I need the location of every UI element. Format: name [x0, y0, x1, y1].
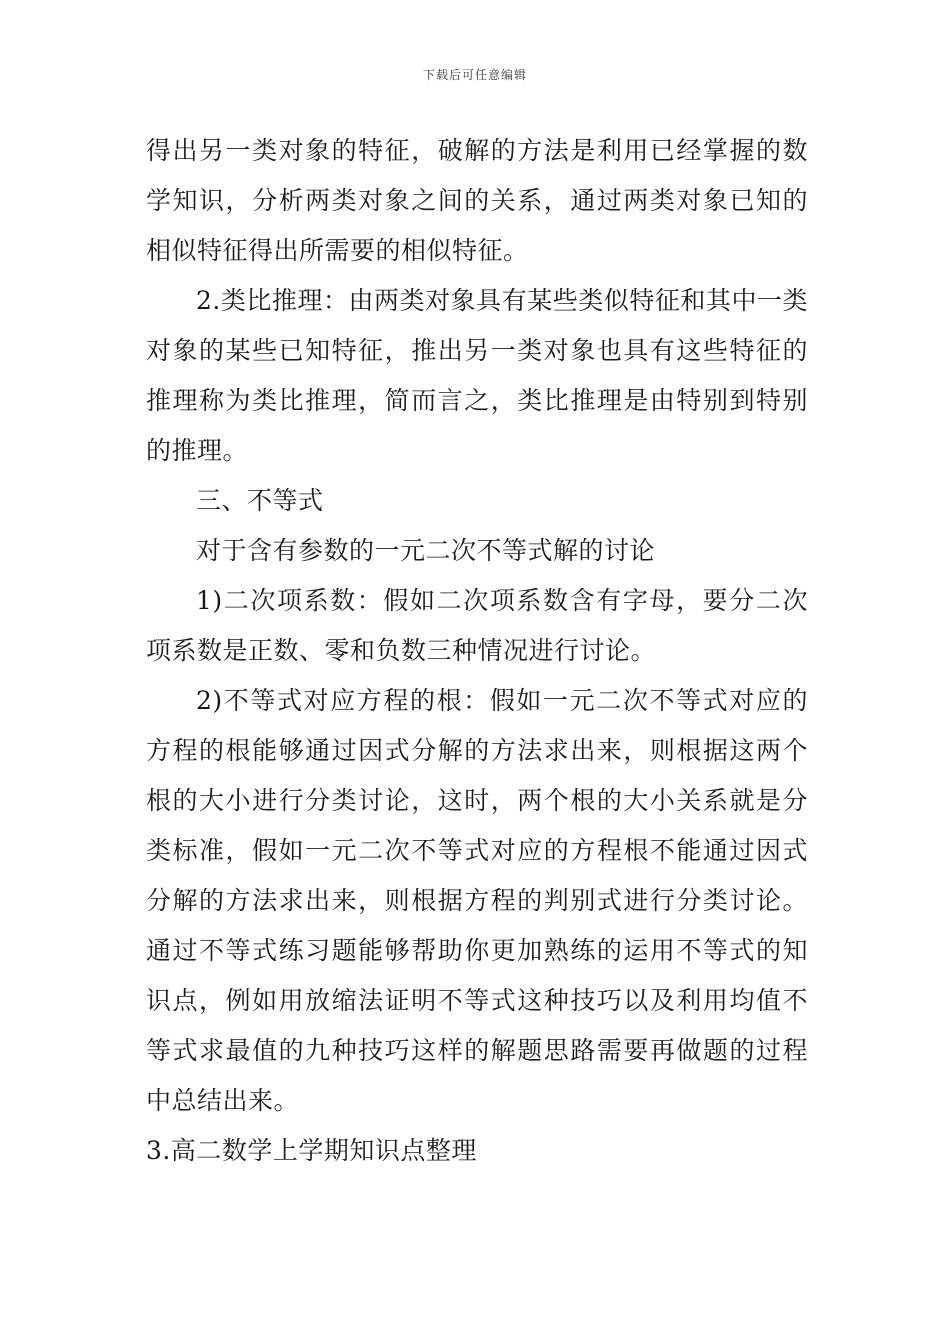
paragraph: 2)不等式对应方程的根：假如一元二次不等式对应的方程的根能够通过因式分解的方法求出来，则根据这两个根的大小进行分类讨论，这时，两个根的大小关系就是分类标准，假如一元二次不等式对应的方程根不能通过因式分解的方法求出来，则根据方程的判别式进行分类讨论。通过不等式练习题能够帮助你更加熟练的运用不等式的知识点，例如用放缩法证明不等式这种技巧以及利用均值不等式求最值的九种技巧这样的解题思路需要再做题的过程中总结出来。	[146, 686, 808, 1115]
section-heading: 三、不等式	[196, 486, 324, 515]
page-header: 下载后可任意编辑	[422, 68, 527, 82]
document-body	[146, 126, 808, 1176]
paragraph: 1)二次项系数：假如二次项系数含有字母，要分二次项系数是正数、零和负数三种情况进行讨论。	[146, 586, 808, 665]
section-heading: 3.高二数学上学期知识点整理	[146, 1136, 477, 1165]
paragraph: 对于含有参数的一元二次不等式解的讨论	[196, 536, 656, 565]
paragraph: 2.类比推理：由两类对象具有某些类似特征和其中一类对象的某些已知特征，推出另一类对象也具有这些特征的推理称为类比推理，简而言之，类比推理是由特别到特别的推理。	[146, 286, 808, 465]
paragraph: 得出另一类对象的特征，破解的方法是利用已经掌握的数学知识，分析两类对象之间的关系，通过两类对象已知的相似特征得出所需要的相似特征。	[146, 136, 808, 265]
